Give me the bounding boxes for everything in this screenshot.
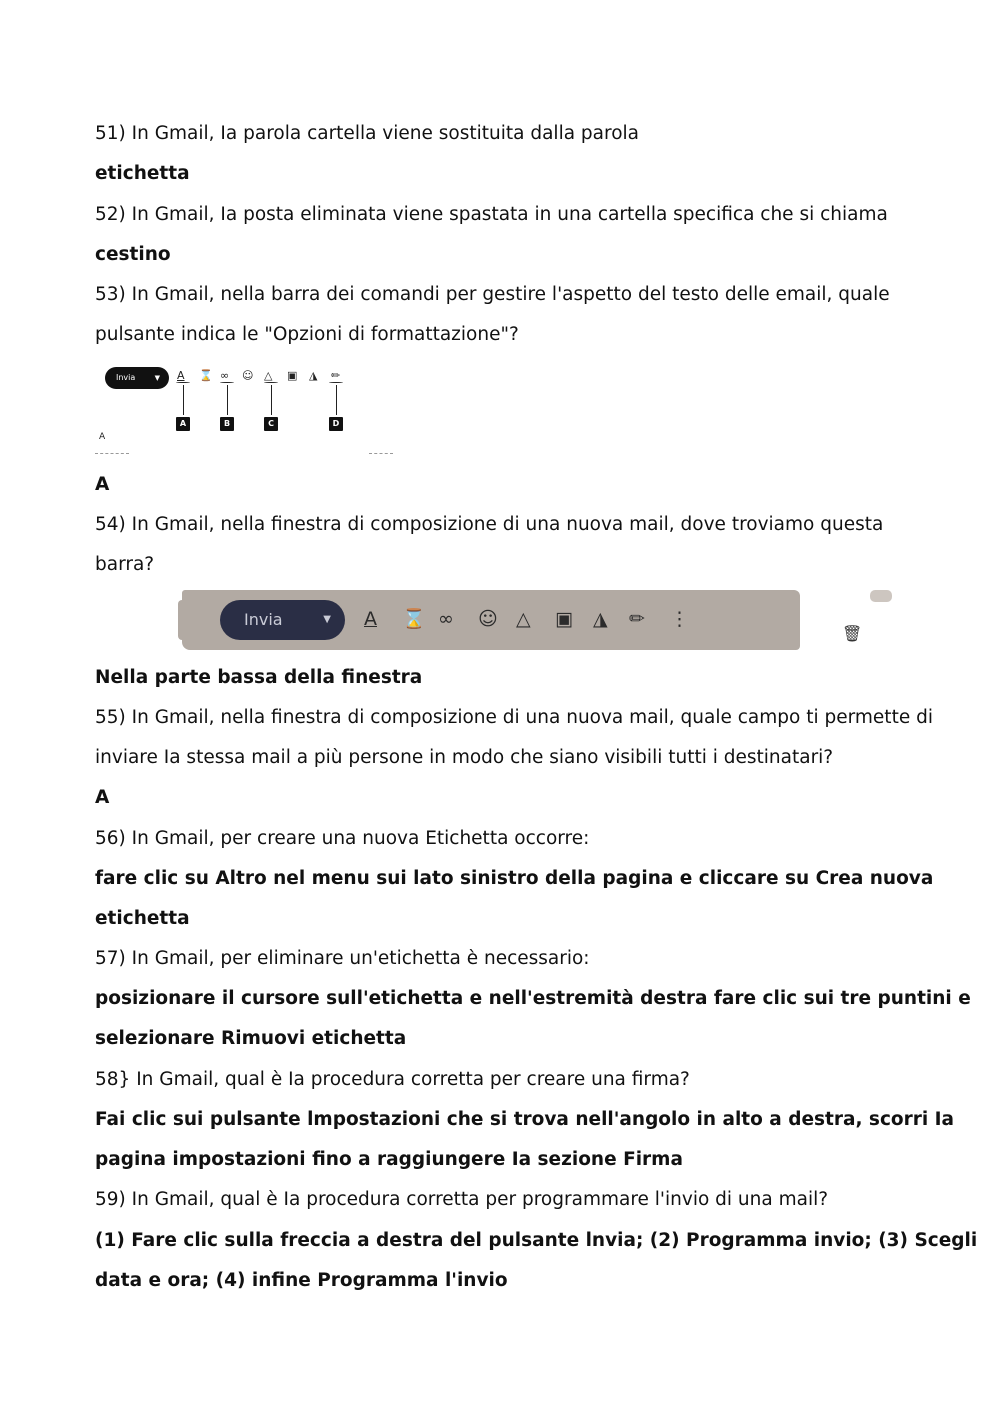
answer-57-cont: selezionare Rimuovi etichetta xyxy=(95,1028,407,1049)
label-a: A xyxy=(176,417,190,431)
question-53-cont: pulsante indica le "Opzioni di formattazione"? xyxy=(95,324,519,345)
label-c: C xyxy=(264,417,278,431)
image-artifact xyxy=(870,590,892,602)
lock-clock-icon: ◮ xyxy=(593,608,608,630)
question-54-cont: barra? xyxy=(95,554,155,575)
pen-icon: ✏ xyxy=(331,369,341,382)
divider xyxy=(369,453,393,454)
emoji-icon: ☺ xyxy=(478,608,498,630)
label-b: B xyxy=(220,417,234,431)
pointer-line-b xyxy=(227,385,228,415)
question-53: 53) In Gmail, nella barra dei comandi per gestire l'aspetto del testo delle email, quale xyxy=(95,284,890,305)
answer-59-cont: data e ora; (4) infine Programma l'invio xyxy=(95,1270,508,1291)
question-54: 54) In Gmail, nella finestra di composizione di una nuova mail, dove troviamo questa xyxy=(95,514,884,535)
attach-icon: ⌛ xyxy=(199,369,213,382)
drive-icon: △ xyxy=(264,369,273,382)
answer-56-cont: etichetta xyxy=(95,908,190,929)
bracket-a xyxy=(176,382,190,383)
question-56: 56) In Gmail, per creare una nuova Etichetta occorre: xyxy=(95,828,590,849)
answer-55: A xyxy=(95,787,110,808)
bracket-b xyxy=(220,382,234,383)
corner-label: A xyxy=(99,432,106,442)
link-icon: ∞ xyxy=(438,608,454,630)
compose-bar-image xyxy=(180,588,895,652)
answer-56: fare clic su Altro nel menu sui lato sinistro della pagina e cliccare su Crea nuova xyxy=(95,868,934,889)
answer-57: posizionare il cursore sull'etichetta e nell'estremità destra fare clic sui tre puntini e xyxy=(95,988,971,1009)
bracket-d xyxy=(329,382,343,383)
question-52: 52) In Gmail, Ia posta eliminata viene spastata in una cartella specifica che si chiama xyxy=(95,204,888,225)
link-icon: ∞ xyxy=(220,369,230,382)
photo-icon: ▣ xyxy=(555,608,573,630)
send-button-image xyxy=(220,600,345,640)
pointer-line-a xyxy=(183,385,184,415)
trash-icon: 🗑 xyxy=(842,624,863,643)
answer-53: A xyxy=(95,474,110,495)
question-55: 55) In Gmail, nella finestra di composizione di una nuova mail, quale campo ti permette di xyxy=(95,707,933,728)
send-label: Invia xyxy=(116,373,136,382)
pen-icon: ✏ xyxy=(629,608,645,630)
label-d: D xyxy=(329,417,343,431)
question-58: 58} In Gmail, qual è Ia procedura corretta per creare una firma? xyxy=(95,1069,690,1090)
question-59: 59) In Gmail, qual è Ia procedura corretta per programmare l'invio di una mail? xyxy=(95,1189,829,1210)
question-55-cont: inviare Ia stessa mail a più persone in modo che siano visibili tutti i destinatari? xyxy=(95,747,834,768)
emoji-icon: ☺ xyxy=(242,369,254,382)
compose-bar-background xyxy=(182,590,800,650)
bracket-c xyxy=(264,382,278,383)
answer-54: Nella parte bassa della finestra xyxy=(95,667,423,688)
send-label: Invia xyxy=(244,610,283,629)
answer-58: Fai clic sui pulsante lmpostazioni che si trova nell'angolo in alto a destra, scorri Ia xyxy=(95,1109,955,1130)
answer-52: cestino xyxy=(95,244,171,265)
divider xyxy=(95,453,129,454)
question-57: 57) In Gmail, per eliminare un'etichetta è necessario: xyxy=(95,948,590,969)
formatting-toolbar-diagram xyxy=(95,360,405,460)
answer-51: etichetta xyxy=(95,163,190,184)
send-button-image xyxy=(105,367,169,389)
chevron-down-icon: ▼ xyxy=(154,374,160,382)
attach-icon: ⌛ xyxy=(402,608,426,630)
answer-59: (1) Fare clic sulla freccia a destra del pulsante lnvia; (2) Programma invio; (3) Scegli xyxy=(95,1230,978,1251)
photo-icon: ▣ xyxy=(287,369,298,382)
text-format-icon: A xyxy=(177,369,185,382)
pointer-line-c xyxy=(271,385,272,415)
drive-icon: △ xyxy=(516,608,531,630)
pointer-line-d xyxy=(336,385,337,415)
chevron-down-icon: ▼ xyxy=(323,614,331,625)
more-vertical-icon: ⋮ xyxy=(670,608,689,630)
question-51: 51) In Gmail, Ia parola cartella viene sostituita dalla parola xyxy=(95,123,639,144)
lock-clock-icon: ◮ xyxy=(309,369,318,382)
text-format-icon: A xyxy=(364,608,377,630)
answer-58-cont: pagina impostazioni fino a raggiungere Ia sezione Firma xyxy=(95,1149,683,1170)
